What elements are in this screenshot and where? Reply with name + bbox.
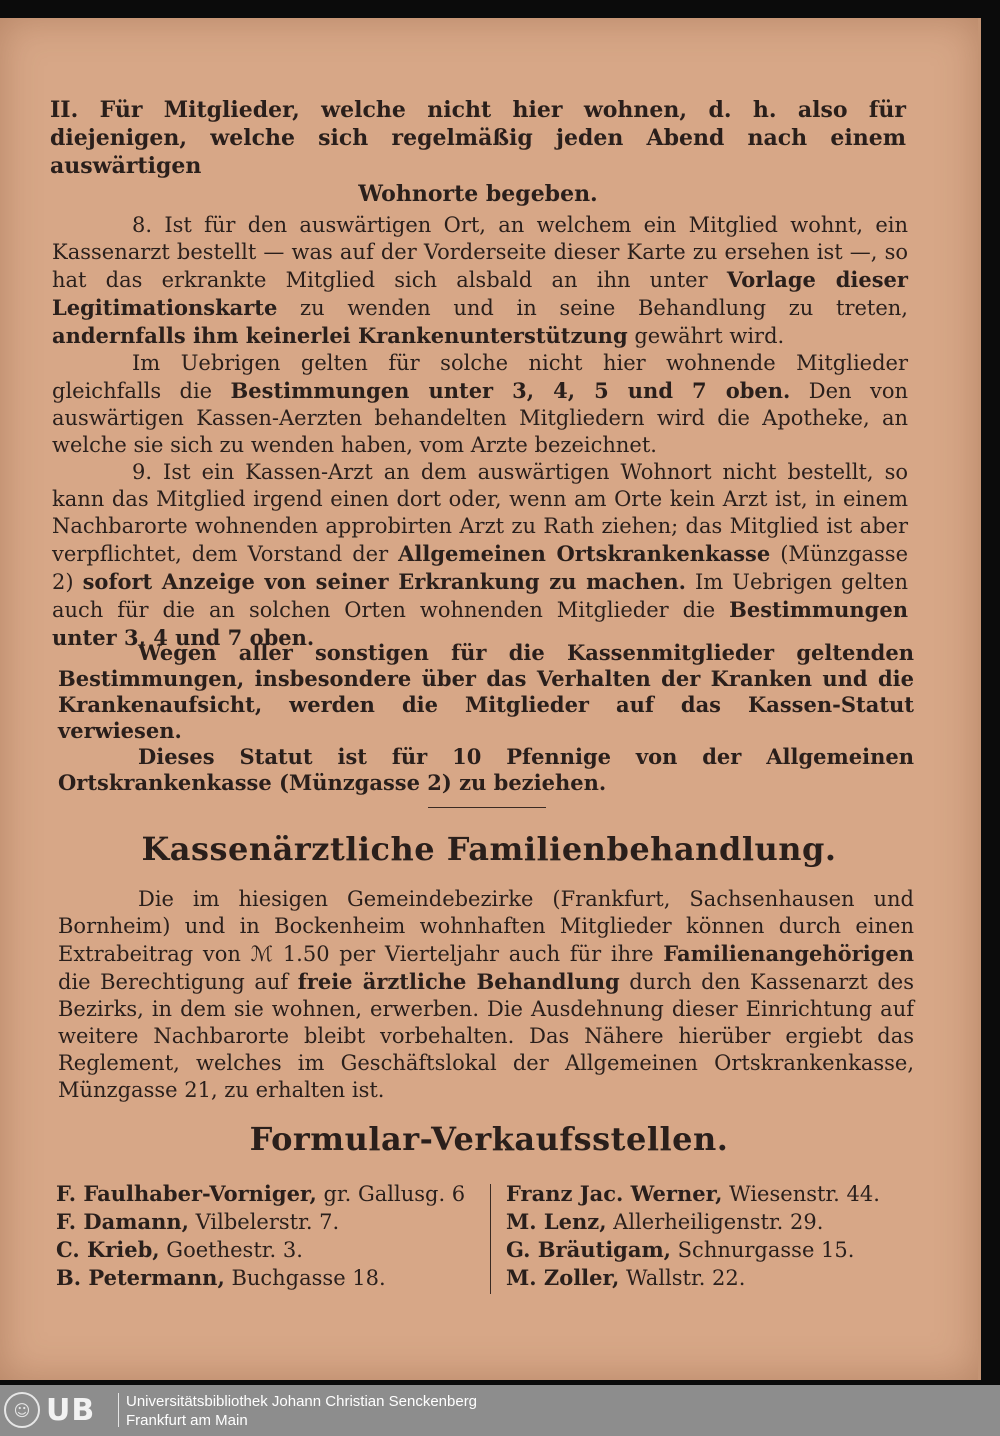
library-name-line2: Frankfurt am Main xyxy=(126,1412,248,1429)
statute-notice xyxy=(58,640,914,796)
vendor-entry: Franz Jac. Werner, Wiesenstr. 44. xyxy=(506,1181,880,1206)
paragraph-8: 8. Ist für den auswärtigen Ort, an welchem ein Mitglied wohnt, ein Kassenarzt bestellt — was auf der Vorderseite dieser Karte zu ersehen ist —, so hat das erkrankte Mitglied sich alsbald an ihn unter Vorlage dieser Legitimationskarte zu wenden und in seine Behandlung zu treten, andernfalls ihm keinerlei Krankenunterstützung gewährt wird. xyxy=(52,213,908,348)
statute-notice-2: Dieses Statut ist für 10 Pfennige von der Allgemeinen Ortskrankenkasse (Münzgasse 2) zu beziehen. xyxy=(58,744,914,795)
statute-notice-1: Wegen aller sonstigen für die Kassenmitglieder geltenden Bestimmungen, insbesondere über das Verhalten der Kranken und die Krankenaufsicht, werden die Mitglieder auf das Kassen-Statut verwiesen. xyxy=(58,640,914,743)
divider-rule xyxy=(428,807,546,808)
vendor-column-left xyxy=(56,1180,476,1292)
vendor-list xyxy=(56,1180,926,1300)
ub-logo-text: UB xyxy=(46,1392,96,1428)
vendor-entry: F. Faulhaber-Vorniger, gr. Gallusg. 6 xyxy=(56,1181,466,1206)
vendor-divider xyxy=(490,1184,491,1294)
vendor-entry: M. Zoller, Wallstr. 22. xyxy=(506,1265,746,1290)
paragraph-uebrigen: Im Uebrigen gelten für solche nicht hier wohnende Mitglieder gleichfalls die Bestimmungen unter 3, 4, 5 und 7 oben. Den von auswärtigen Kassen-Aerzten behandelten Mitgliedern wird die Apotheke, an welche sie sich zu wenden haben, vom Arzte bezeichnet. xyxy=(52,351,908,457)
senckenberg-portrait-icon: ☺ xyxy=(4,1392,40,1428)
vendor-column-right xyxy=(506,1180,926,1292)
section-heading-center: Wohnorte begeben. xyxy=(358,181,598,207)
vendor-entry: B. Petermann, Buchgasse 18. xyxy=(56,1265,386,1290)
family-treatment-title: Kassenärztliche Familienbehandlung. xyxy=(141,830,837,868)
library-name xyxy=(126,1392,477,1430)
library-name-line1: Universitätsbibliothek Johann Christian Senckenberg xyxy=(126,1393,478,1410)
vendors-title: Formular-Verkaufsstellen. xyxy=(249,1120,729,1158)
paragraph-9: 9. Ist ein Kassen-Arzt an dem auswärtigen Wohnort nicht bestellt, so kann das Mitglied irgend einen dort oder, wenn am Orte kein Arzt ist, in einem Nachbarorte wohnenden approbirten Arzt zu Rath ziehen; das Mitglied ist aber verpflichtet, dem Vorstand der Allgemeinen Ortskrankenkasse (Münzgasse 2) sofort Anzeige von seiner Erkrankung zu machen. Im Uebrigen gelten auch für die an solchen Orten wohnenden Mitglieder die Bestimmungen unter 3, 4 und 7 oben. xyxy=(52,460,909,650)
library-footer xyxy=(0,1385,1000,1436)
body-text xyxy=(52,212,908,652)
footer-divider xyxy=(118,1393,119,1427)
section-heading-text: II. Für Mitglieder, welche nicht hier wohnen, d. h. also für diejenigen, welche sich regelmäßig jeden Abend nach einem auswärtigen xyxy=(50,97,906,179)
vendor-entry: M. Lenz, Allerheiligenstr. 29. xyxy=(506,1209,824,1234)
section-heading xyxy=(50,96,906,208)
vendor-entry: G. Bräutigam, Schnurgasse 15. xyxy=(506,1237,855,1262)
document-page xyxy=(0,18,981,1380)
ub-logo[interactable] xyxy=(4,1391,114,1429)
vendor-entry: F. Damann, Vilbelerstr. 7. xyxy=(56,1209,340,1234)
vendor-entry: C. Krieb, Goethestr. 3. xyxy=(56,1237,303,1262)
family-treatment-text: Die im hiesigen Gemeindebezirke (Frankfurt, Sachsenhausen und Bornheim) und in Bockenheim wohnhaften Mitglieder können durch einen Extrabeitrag von ℳ 1.50 per Vierteljahr auch für ihre Familienangehörigen die Berechtigung auf freie ärztliche Behandlung durch den Kassenarzt des Bezirks, in dem sie wohnen, erwerben. Die Ausdehnung dieser Einrichtung auf weitere Nachbarorte bleibt vorbehalten. Das Nähere hierüber ergiebt das Reglement, welches im Geschäftslokal der Allgemeinen Ortskrankenkasse, Münzgasse 21, zu erhalten ist. xyxy=(58,887,914,1102)
